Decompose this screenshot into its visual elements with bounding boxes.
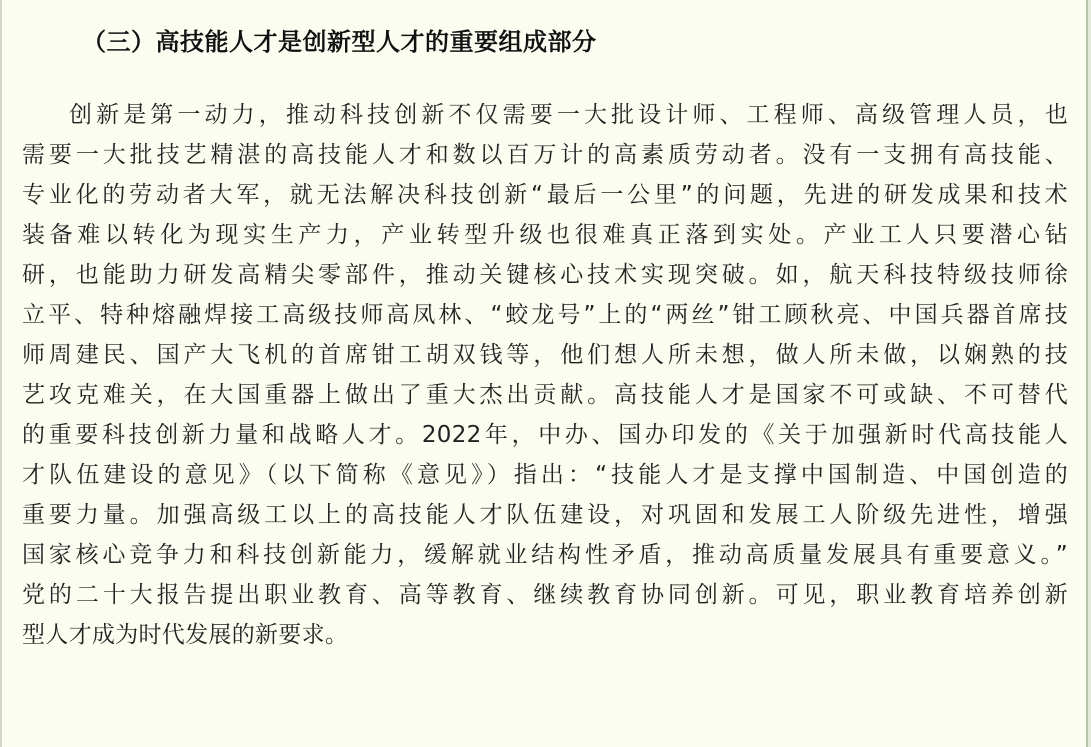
paragraph-line: 型人才成为时代发展的新要求。 bbox=[22, 622, 349, 648]
paragraph-line: 装备难以转化为现实生产力，产业转型升级也很难真正落到实处。产业工人只要潜心钻 bbox=[22, 222, 1068, 248]
paragraph-line: 创新是第一动力，推动科技创新不仅需要一大批设计师、工程师、高级管理人员，也 bbox=[69, 102, 1068, 128]
paragraph-line: 专业化的劳动者大军，就无法解决科技创新“最后一公里”的问题，先进的研发成果和技术 bbox=[22, 182, 1068, 208]
paragraph-line: 党的二十大报告提出职业教育、高等教育、继续教育协同创新。可见，职业教育培养创新 bbox=[22, 582, 1068, 608]
section-heading: （三）高技能人才是创新型人才的重要组成部分 bbox=[82, 28, 597, 56]
paragraph-line: 国家核心竞争力和科技创新能力，缓解就业结构性矛盾，推动高质量发展具有重要意义。” bbox=[22, 542, 1068, 568]
paragraph-line: 立平、特种熔融焊接工高级技师高凤林、“蛟龙号”上的“两丝”钳工顾秋亮、中国兵器首席技 bbox=[22, 302, 1068, 328]
paragraph-line: 艺攻克难关，在大国重器上做出了重大杰出贡献。高技能人才是国家不可或缺、不可替代 bbox=[22, 382, 1068, 408]
paragraph-line: 研，也能助力研发高精尖零部件，推动关键核心技术实现突破。如，航天科技特级技师徐 bbox=[22, 262, 1068, 288]
paragraph-line: 重要力量。加强高级工以上的高技能人才队伍建设，对巩固和发展工人阶级先进性，增强 bbox=[22, 502, 1068, 528]
paragraph-line: 才队伍建设的意见》（以下简称《意见》）指出：“技能人才是支撑中国制造、中国创造的 bbox=[22, 462, 1068, 488]
body-paragraph bbox=[22, 95, 1068, 655]
paragraph-line: 的重要科技创新力量和战略人才。2022年，中办、国办印发的《关于加强新时代高技能人 bbox=[22, 422, 1068, 448]
paragraph-line: 师周建民、国产大飞机的首席钳工胡双钱等，他们想人所未想，做人所未做，以娴熟的技 bbox=[22, 342, 1068, 368]
paragraph-line: 需要一大批技艺精湛的高技能人才和数以百万计的高素质劳动者。没有一支拥有高技能、 bbox=[22, 142, 1068, 168]
